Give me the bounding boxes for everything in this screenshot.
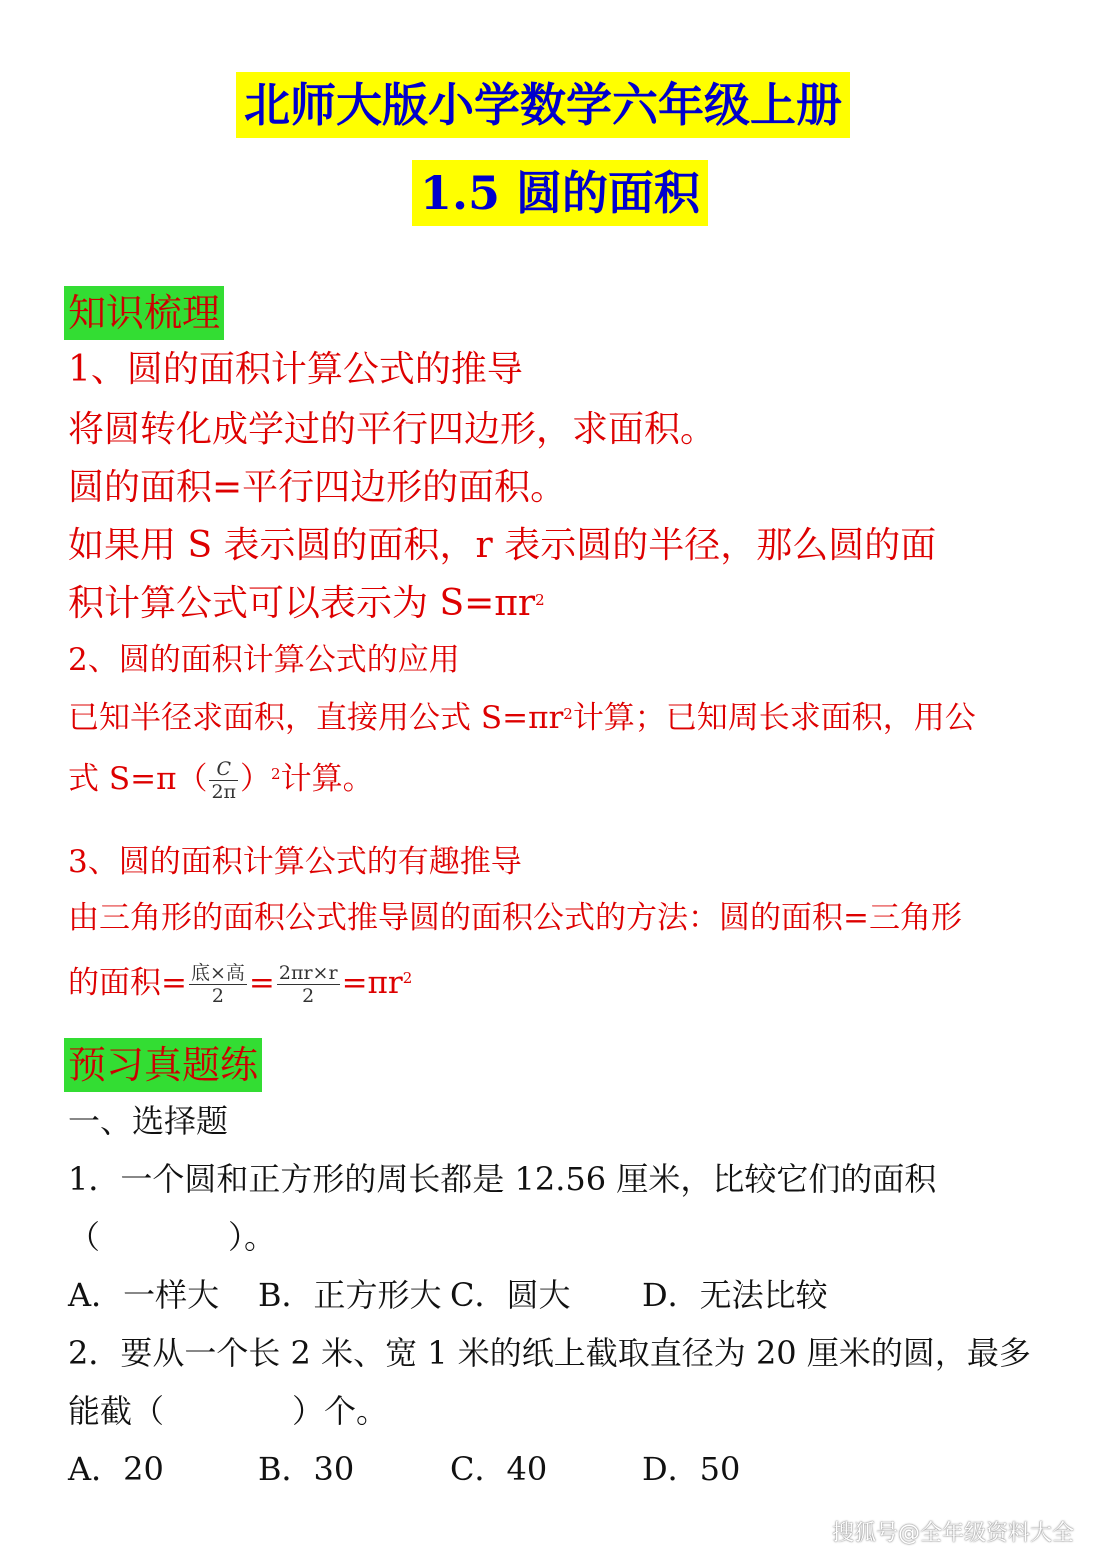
- question-2-option-c: C．40: [450, 1450, 548, 1488]
- formula-text: 积计算公式可以表示为 S=πr: [68, 583, 536, 624]
- text-segment: 计算。: [280, 761, 374, 797]
- knowledge-text-3: 如果用 S 表示圆的面积，r 表示圆的半径，那么圆的面: [68, 525, 937, 566]
- fraction-numerator: 底×高: [190, 962, 245, 984]
- question-1-line-1: 1．一个圆和正方形的周长都是 12.56 厘米，比较它们的面积: [68, 1160, 937, 1198]
- question-1-option-c: C．圆大: [450, 1276, 571, 1314]
- question-2-line-1: 2．要从一个长 2 米、宽 1 米的纸上截取直径为 20 厘米的圆，最多: [68, 1334, 1031, 1372]
- fraction-2pir-r: [277, 962, 340, 1007]
- text-segment: 式 S=π（: [68, 761, 208, 797]
- text-segment: 的面积=: [68, 965, 187, 1001]
- text-segment: =πr: [341, 965, 403, 1001]
- knowledge-text-8: [68, 962, 412, 1007]
- exponent: 2: [535, 591, 545, 609]
- exponent: 2: [563, 705, 573, 723]
- title-line-1: 北师大版小学数学六年级上册: [236, 72, 850, 138]
- watermark-text: 搜狐号@全年级资料大全: [832, 1521, 1075, 1546]
- text-segment: 已知半径求面积，直接用公式 S=πr: [68, 700, 564, 736]
- fraction-c-over-2pi: [209, 758, 238, 803]
- exponent: 2: [271, 765, 281, 783]
- question-2-line-2: 能截（ ）个。: [68, 1392, 389, 1430]
- question-2-option-d: D．50: [642, 1450, 741, 1488]
- question-2-option-a: A．20: [68, 1450, 164, 1488]
- question-1-option-a: A．一样大: [68, 1276, 220, 1314]
- section-practice-label: 预习真题练: [64, 1038, 262, 1092]
- section-knowledge-label: 知识梳理: [64, 286, 224, 340]
- exponent: 2: [402, 969, 413, 987]
- fraction-numerator: C: [209, 758, 238, 781]
- knowledge-text-6: [68, 758, 374, 803]
- question-1-option-b: B．正方形大: [258, 1276, 442, 1314]
- question-1-line-2: （ ）。: [68, 1218, 277, 1256]
- knowledge-heading-3: 3、圆的面积计算公式的有趣推导: [68, 844, 522, 880]
- fraction-numerator: 2πr×r: [278, 962, 338, 984]
- question-2-option-b: B．30: [258, 1450, 355, 1488]
- knowledge-heading-2: 2、圆的面积计算公式的应用: [68, 642, 460, 678]
- question-1-option-d: D．无法比较: [642, 1276, 828, 1314]
- fraction-denominator: 2: [302, 985, 315, 1007]
- text-segment: ）: [240, 761, 272, 797]
- knowledge-text-7: 由三角形的面积公式推导圆的面积公式的方法：圆的面积=三角形: [68, 900, 962, 936]
- text-segment: =: [248, 965, 275, 1001]
- fraction-base-height: [189, 962, 247, 1007]
- fraction-denominator: 2: [211, 985, 224, 1007]
- knowledge-text-5: [68, 698, 976, 738]
- knowledge-text-4: [68, 582, 545, 626]
- knowledge-text-2: 圆的面积=平行四边形的面积。: [68, 467, 567, 508]
- part-title: 一、选择题: [68, 1102, 229, 1140]
- knowledge-text-1: 将圆转化成学过的平行四边形，求面积。: [68, 409, 717, 450]
- title-line-2: 1.5 圆的面积: [412, 160, 708, 226]
- knowledge-heading-1: 1、圆的面积计算公式的推导: [68, 349, 523, 390]
- text-segment: 计算；已知周长求面积，用公: [572, 700, 976, 736]
- fraction-denominator: 2π: [211, 781, 237, 803]
